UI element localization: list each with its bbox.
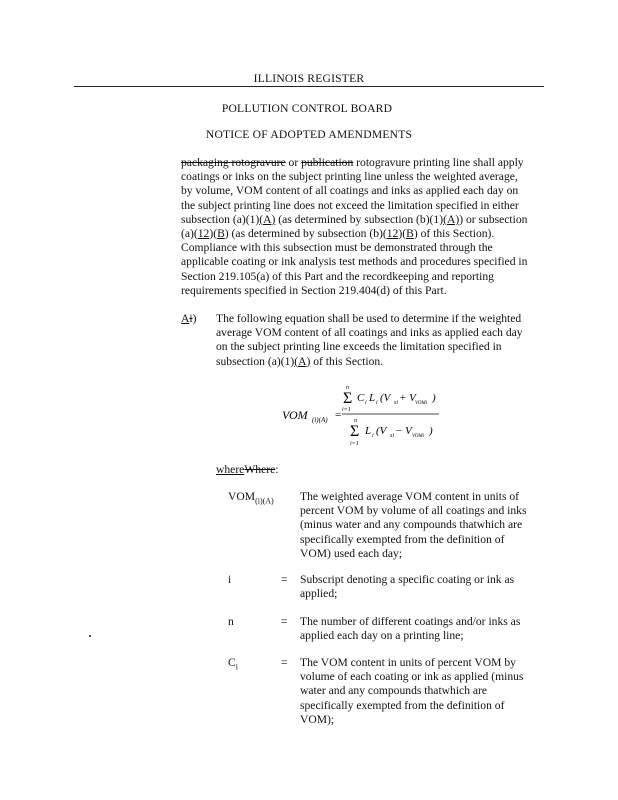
paragraph-line: Section 219.105(a) of this Part and the recordkeeping and reporting xyxy=(181,269,494,283)
definition-line: (minus water and any compounds thatwhich are xyxy=(300,518,523,532)
struck-text: packaging rotogravure xyxy=(181,156,286,169)
subsection-line: The following equation shall be used to determine if the weighted xyxy=(216,312,522,325)
term-text: VOM xyxy=(228,490,256,503)
term-text: n xyxy=(228,615,234,628)
definition-line: The weighted average VOM content in units of xyxy=(300,490,520,503)
eq-sum-bottom: i=1 xyxy=(350,441,359,447)
text-segment: (as determined by subsection (b)(1) xyxy=(275,212,444,226)
definition-line: The number of different coatings and/or inks as xyxy=(300,615,521,628)
definition-text xyxy=(300,615,540,643)
struck-text: publication xyxy=(301,156,354,169)
definition-term xyxy=(228,490,274,504)
inserted-text: where xyxy=(216,463,245,476)
inserted-text: (A) xyxy=(443,212,460,226)
paragraph-line: Compliance with this subsection must be demonstrated through the xyxy=(181,241,493,255)
eq-den-close: ) xyxy=(429,425,433,437)
definition-text xyxy=(300,573,540,601)
text-segment: subsection (a)(1) xyxy=(216,354,295,368)
inserted-text: 12 xyxy=(197,227,210,241)
inserted-text: A xyxy=(181,312,190,325)
inserted-text: 12 xyxy=(386,227,399,241)
paragraph-line: applicable coating or ink analysis test methods and procedures specified in xyxy=(181,255,528,269)
definition-line: applied each day on a printing line; xyxy=(300,629,464,643)
header-rule xyxy=(74,86,544,87)
inserted-text: (A) xyxy=(259,212,276,226)
eq-den-paren: (V xyxy=(376,425,387,437)
term-subscript: (i)(A) xyxy=(255,496,274,506)
struck-text: i xyxy=(189,312,193,325)
definition-line: The VOM content in units of percent VOM by xyxy=(300,656,516,669)
eq-sum-top: n xyxy=(346,385,349,391)
board-title: POLLUTION CONTROL BOARD xyxy=(221,102,393,115)
eq-sub: i xyxy=(376,400,378,406)
text-segment: rotogravure printing line shall apply xyxy=(353,156,524,169)
where-label xyxy=(216,463,278,477)
definition-term xyxy=(228,615,234,629)
text-segment: ) xyxy=(192,312,197,325)
definition-line: applied; xyxy=(300,587,338,601)
eq-lhs-sub: (i)(A) xyxy=(312,416,328,424)
definition-line: specifically exempted from the definition of xyxy=(300,532,505,546)
eq-sigma: Σ xyxy=(350,423,360,440)
definition-line: water and any compounds thatwhich are xyxy=(300,684,488,698)
eq-sub: si xyxy=(390,433,395,439)
paragraph-line: by volume, VOM content of all coatings and inks as applied each day on xyxy=(181,184,519,198)
paragraph-line xyxy=(181,213,545,227)
paragraph-line xyxy=(181,156,545,170)
text-segment: of this Section. xyxy=(310,354,384,368)
eq-num-c: C xyxy=(357,392,365,404)
text-segment: ) of this Section). xyxy=(413,227,495,241)
notice-title: NOTICE OF ADOPTED AMENDMENTS xyxy=(205,128,413,141)
definition-line: percent VOM by volume of all coatings and inks xyxy=(300,504,527,518)
main-paragraph xyxy=(181,156,545,298)
stray-dot xyxy=(89,635,91,637)
definition-text xyxy=(300,656,540,727)
definition-equals: = xyxy=(281,573,288,586)
definition-line: Subscript denoting a specific coating or ink as xyxy=(300,573,515,586)
weighted-average-equation xyxy=(282,382,452,452)
subsection-line: average VOM content of all coatings and inks as applied each day xyxy=(216,326,523,340)
eq-equals: = xyxy=(335,409,342,421)
eq-sub: si xyxy=(394,400,399,406)
eq-sub: VOMi xyxy=(412,434,425,439)
eq-sigma: Σ xyxy=(343,390,353,407)
definition-line: volume of each coating or ink as applied (minus xyxy=(300,670,524,684)
eq-num-l: L xyxy=(369,392,376,404)
definition-term xyxy=(228,656,238,670)
eq-sub: VOMi xyxy=(415,401,428,406)
inserted-text: B xyxy=(406,227,414,241)
paragraph-line: coatings or inks on the subject printing line unless the weighted average, xyxy=(181,170,518,184)
paragraph-line: requirements specified in Section 219.404(d) of this Part. xyxy=(181,283,447,297)
eq-sub: i xyxy=(372,433,374,439)
subsection-line xyxy=(216,355,546,369)
text-segment: )( xyxy=(209,227,218,241)
eq-lhs: VOM xyxy=(282,408,308,422)
eq-num-paren: (V xyxy=(380,392,391,404)
term-text: i xyxy=(228,573,232,586)
definition-equals: = xyxy=(281,615,288,628)
term-subscript: i xyxy=(235,662,238,672)
definition-line: VOM); xyxy=(300,712,335,726)
eq-den-minus: − V xyxy=(395,425,412,437)
subsection-body xyxy=(216,312,546,369)
inserted-text: B xyxy=(217,227,225,241)
register-title: ILLINOIS REGISTER xyxy=(253,72,365,85)
definition-equals: = xyxy=(281,656,288,669)
eq-num-close: ) xyxy=(432,392,436,404)
inserted-text: (A) xyxy=(294,354,311,368)
eq-den-l: L xyxy=(365,425,372,437)
eq-num-plus: + V xyxy=(399,392,416,404)
definition-line: specifically exempted from the definition of xyxy=(300,698,505,712)
text-segment: subsection (a)(1) xyxy=(181,212,260,226)
definition-text xyxy=(300,490,540,561)
eq-sub: i xyxy=(365,400,367,406)
subsection-line: on the subject printing line exceeds the limitation specified in xyxy=(216,340,502,354)
text-segment: ) or subsection xyxy=(459,212,528,226)
term-text: C xyxy=(228,656,236,669)
paragraph-line: the subject printing line does not exceed the limitation specified in either xyxy=(181,198,519,212)
subsection-label xyxy=(181,312,196,326)
eq-sum-bottom: i=1 xyxy=(342,407,351,413)
text-segment: : xyxy=(275,463,279,476)
text-segment: )( xyxy=(398,227,407,241)
text-segment: ) (as determined by subsection (b)( xyxy=(224,227,387,241)
eq-sum-top: n xyxy=(354,418,357,424)
text-segment: or xyxy=(285,156,302,169)
struck-text: Where xyxy=(244,463,276,476)
definition-line: VOM) used each day; xyxy=(300,546,403,560)
paragraph-line xyxy=(181,227,545,241)
text-segment: (a)( xyxy=(181,227,198,241)
definition-term xyxy=(228,573,231,587)
